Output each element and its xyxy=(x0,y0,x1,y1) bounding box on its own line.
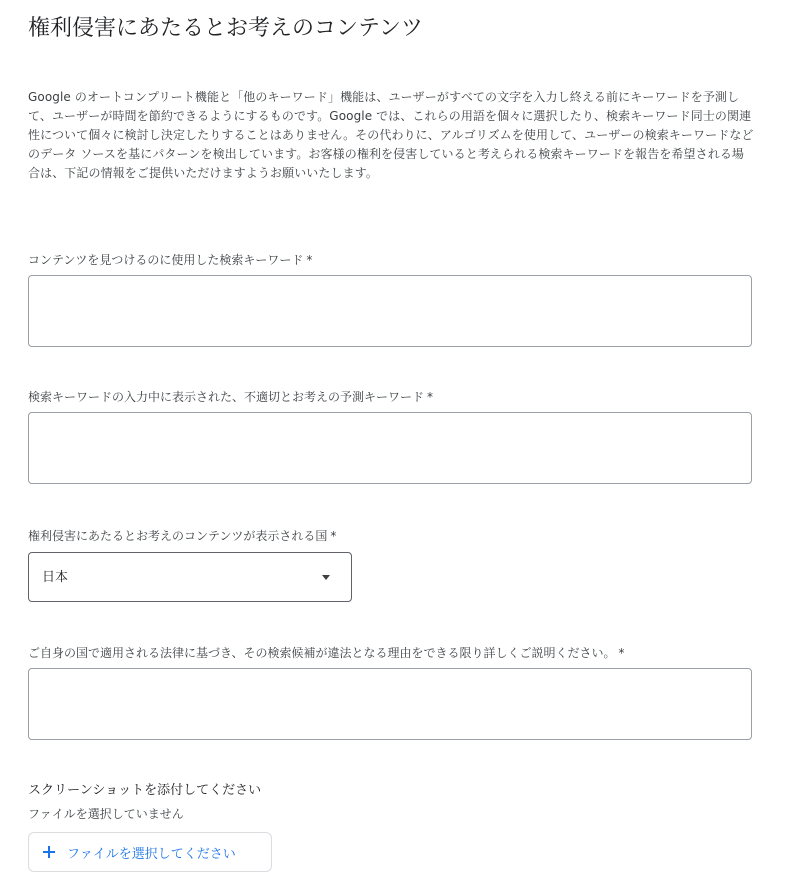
search-keyword-label-text: コンテンツを見つけるのに使用した検索キーワード xyxy=(28,253,304,267)
legal-reason-input[interactable] xyxy=(28,668,752,740)
intro-text: Google のオートコンプリート機能と「他のキーワード」機能は、ユーザーがすべての文字を入力し終える前にキーワードを予測して、ユーザーが時間を節約できるようにするものです。Google では、これらの用語を個々に選択したり、検索キーワード同士の関連性について個々に検討し決定したりすることはありません。その代わりに、アルゴリズムを使用して、ユーザーの検索キーワードなどのデータ ソースを基にパターンを検出しています。お客様の権利を侵害していると考えられる検索キーワードを報告を希望される場合は、下記の情報をご提供いただけますようお願いいたします。 xyxy=(28,90,754,180)
plus-icon xyxy=(43,846,55,858)
country-label xyxy=(28,528,336,544)
caret-down-icon xyxy=(322,575,330,580)
required-mark: * xyxy=(330,529,337,543)
country-select[interactable] xyxy=(28,552,352,602)
choose-file-button[interactable] xyxy=(28,832,272,872)
country-label-text: 権利侵害にあたるとお考えのコンテンツが表示される国 xyxy=(28,529,328,543)
search-keyword-label xyxy=(28,252,312,268)
search-keyword-input[interactable] xyxy=(28,275,752,347)
choose-file-button-label: ファイルを選択してください xyxy=(67,846,236,862)
page-title: 権利侵害にあたるとお考えのコンテンツ xyxy=(28,16,423,41)
legal-reason-label-text: ご自身の国で適用される法律に基づき、その検索候補が違法となる理由をできる限り詳しくご説明ください。 xyxy=(28,646,616,660)
predicted-keyword-label-text: 検索キーワードの入力中に表示された、不適切とお考えの予測キーワード xyxy=(28,390,425,404)
predicted-keyword-input[interactable] xyxy=(28,412,752,484)
required-mark: * xyxy=(427,390,434,404)
required-mark: * xyxy=(306,253,313,267)
predicted-keyword-label xyxy=(28,389,433,405)
country-select-value: 日本 xyxy=(42,570,69,585)
attachment-label: スクリーンショットを添付してください xyxy=(28,783,262,798)
legal-reason-label xyxy=(28,645,625,661)
required-mark: * xyxy=(618,646,625,660)
file-status-text: ファイルを選択していません xyxy=(28,807,184,821)
